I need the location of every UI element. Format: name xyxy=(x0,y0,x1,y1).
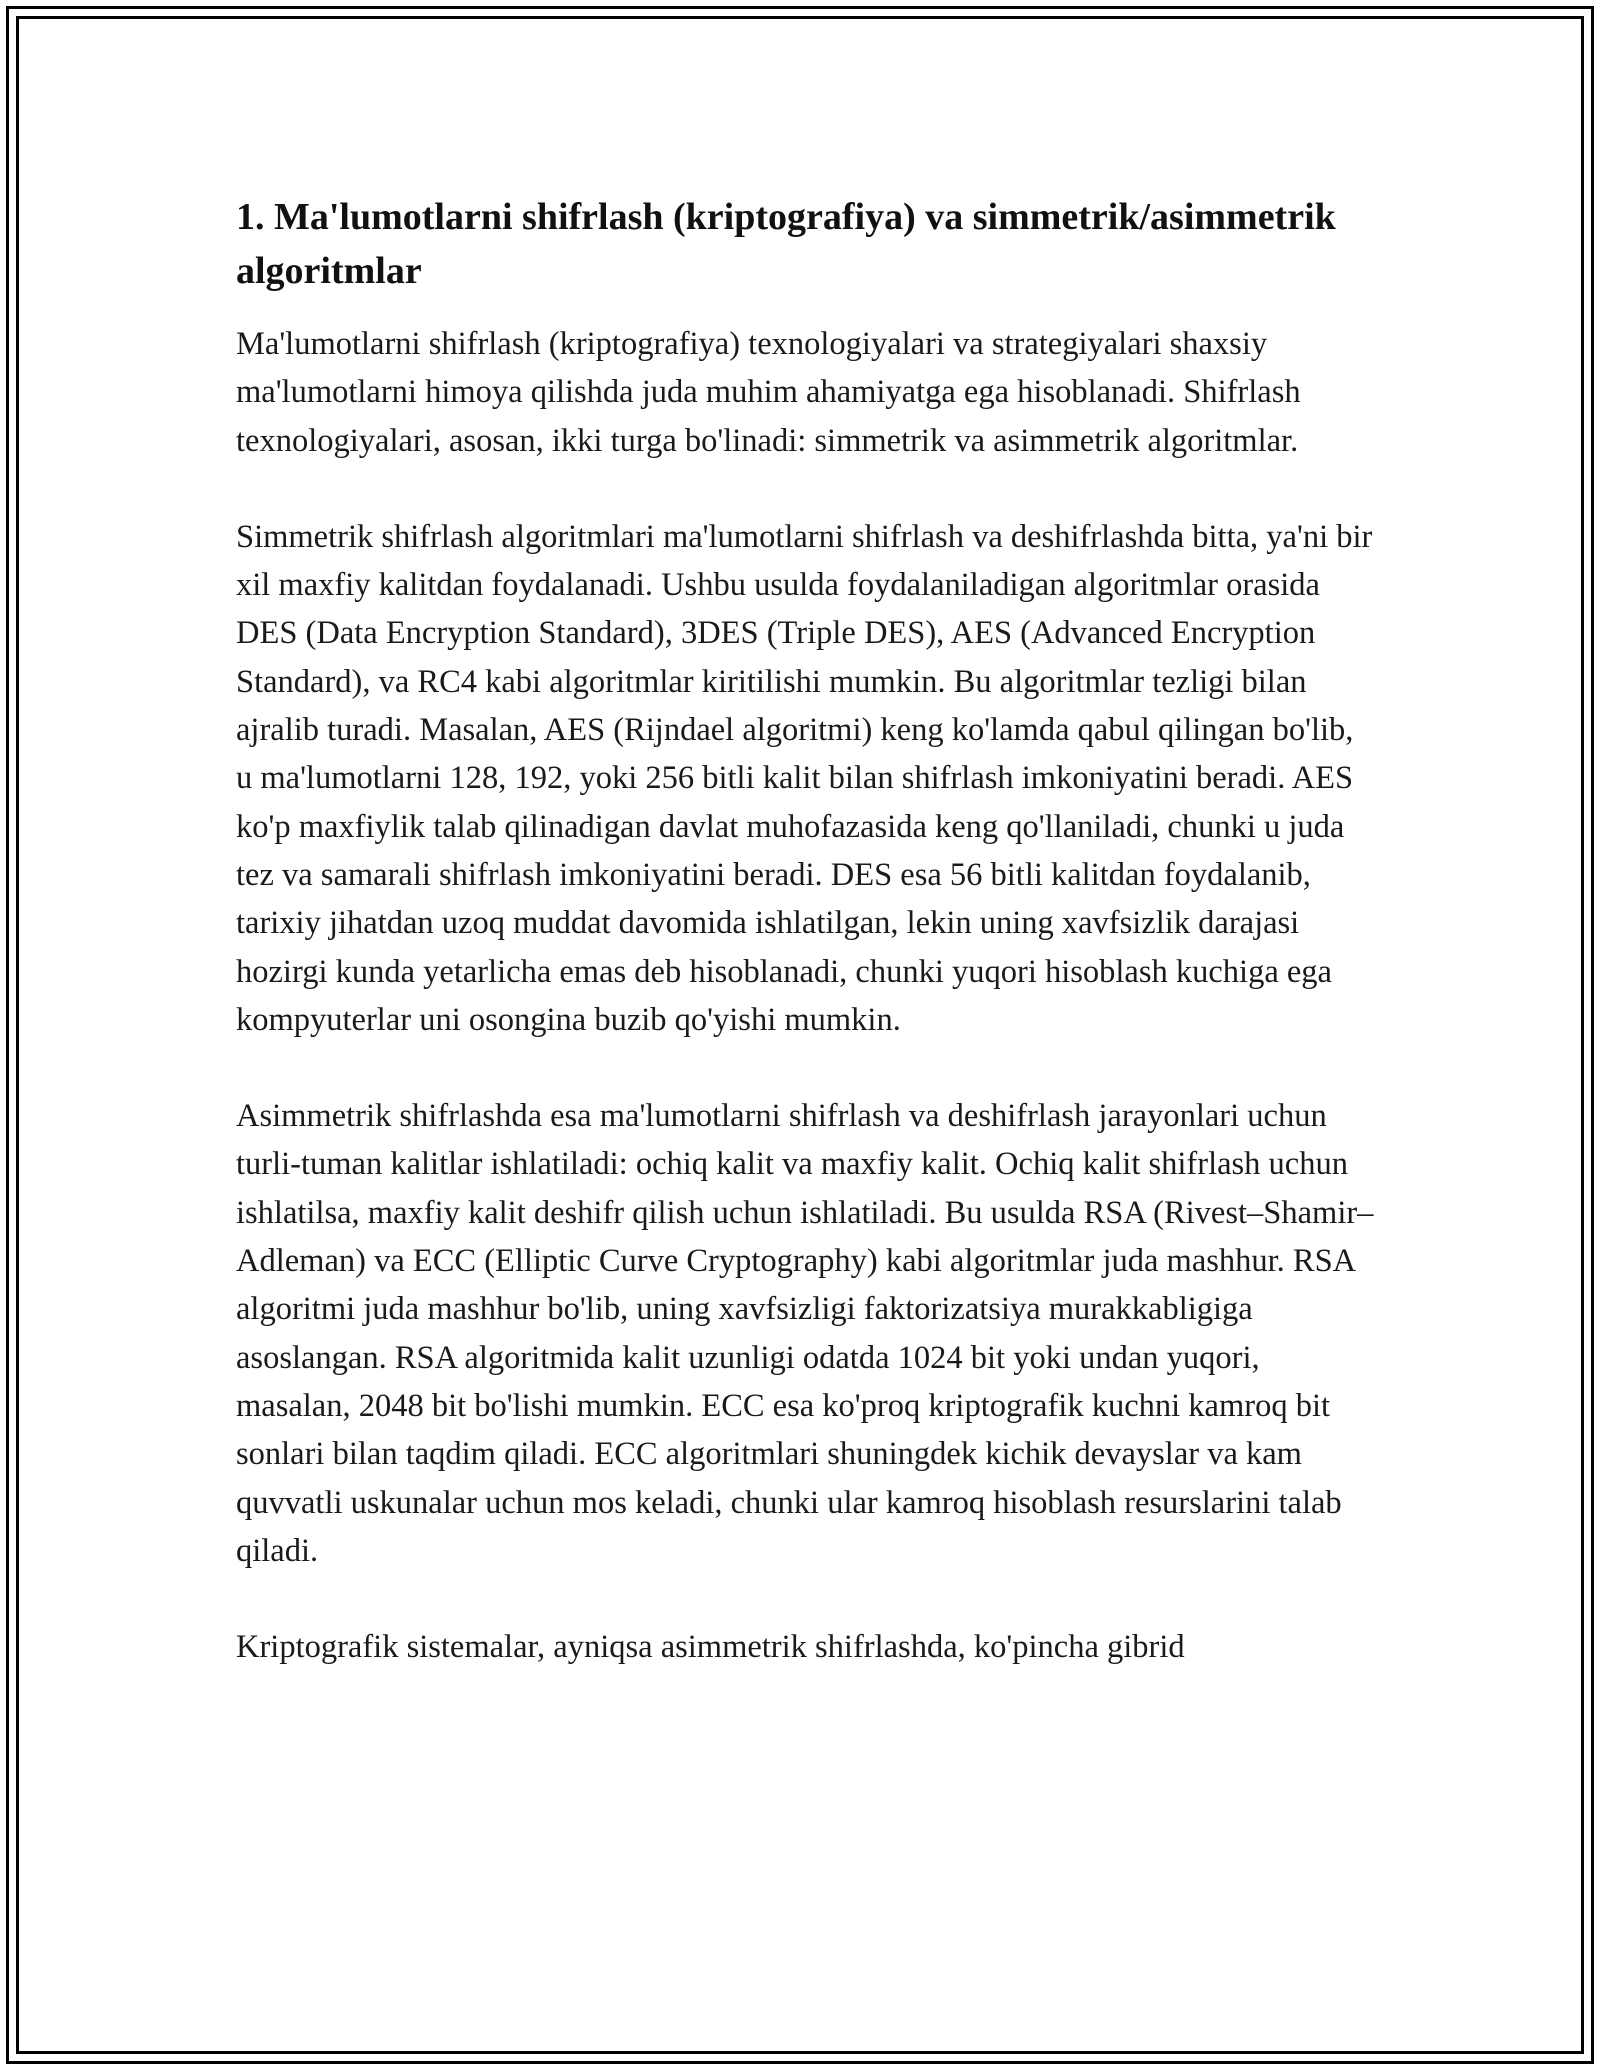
section-heading: 1. Ma'lumotlarni shifrlash (kriptografiya) va simmetrik/asimmetrik algoritmlar xyxy=(236,196,1336,292)
document-body xyxy=(236,190,1374,1719)
paragraph-asymmetric: Asimmetrik shifrlashda esa ma'lumotlarni shifrlash va deshifrlash jarayonlari uchun turli-tuman kalitlar ishlatiladi: ochiq kalit va maxfiy kalit. Ochiq kalit shifrlash uchun ishlatilsa, maxfiy kalit deshifr qilish uchun ishlatiladi. Bu usulda RSA (Rivest–Shamir–Adleman) va ECC (Elliptic Curve Cryptography) kabi algoritmlar juda mashhur. RSA algoritmi juda mashhur bo'lib, uning xavfsizligi faktorizatsiya murakkabligiga asoslangan. RSA algoritmida kalit uzunligi odatda 1024 bit yoki undan yuqori, masalan, 2048 bit bo'lishi mumkin. ECC esa ko'proq kriptografik kuchni kamroq bit sonlari bilan taqdim qiladi. ECC algoritmlari shuningdek kichik devayslar va kam quvvatli uskunalar uchun mos keladi, chunki ular kamroq hisoblash resurslarini talab qiladi. xyxy=(236,1098,1374,1569)
paragraph-intro: Ma'lumotlarni shifrlash (kriptografiya) texnologiyalari va strategiyalari shaxsiy ma'lumotlarni himoya qilishda juda muhim ahamiyatga ega hisoblanadi. Shifrlash texnologiyalari, asosan, ikki turga bo'linadi: simmetrik va asimmetrik algoritmlar. xyxy=(236,326,1301,459)
paragraph-hybrid: Kriptografik sistemalar, ayniqsa asimmetrik shifrlashda, ko'pincha gibrid xyxy=(236,1629,1185,1666)
paragraph-symmetric: Simmetrik shifrlash algoritmlari ma'lumotlarni shifrlash va deshifrlashda bitta, ya'ni bir xil maxfiy kalitdan foydalanadi. Ushbu usulda foydalaniladigan algoritmlar orasida DES (Data Encryption Standard), 3DES (Triple DES), AES (Advanced Encryption Standard), va RC4 kabi algoritmlar kiritilishi mumkin. Bu algoritmlar tezligi bilan ajralib turadi. Masalan, AES (Rijndael algoritmi) keng ko'lamda qabul qilingan bo'lib, u ma'lumotlarni 128, 192, yoki 256 bitli kalit bilan shifrlash imkoniyatini beradi. AES ko'p maxfiylik talab qilinadigan davlat muhofazasida keng qo'llaniladi, chunki u juda tez va samarali shifrlash imkoniyatini beradi. DES esa 56 bitli kalitdan foydalanib, tarixiy jihatdan uzoq muddat davomida ishlatilgan, lekin uning xavfsizlik darajasi hozirgi kunda yetarlicha emas deb hisoblanadi, chunki yuqori hisoblash kuchiga ega kompyuterlar uni osongina buzib qo'yishi mumkin. xyxy=(236,518,1373,1038)
